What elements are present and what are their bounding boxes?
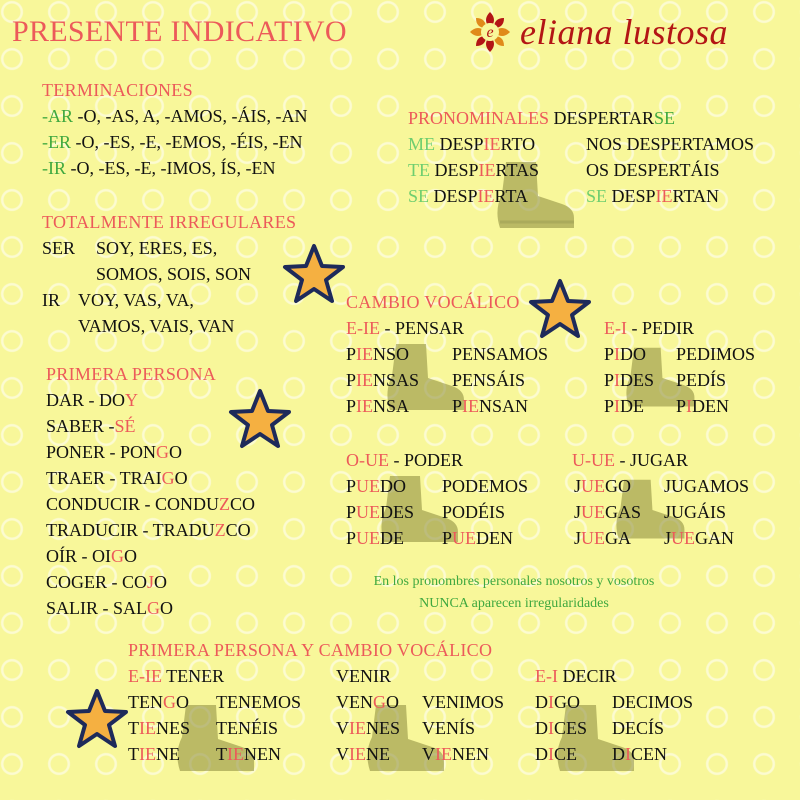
terminacion-row-ir: -IR -O, -ES, -E, -IMOS, ÍS, -EN [42,158,276,178]
ir-label: IR [42,290,60,310]
conjugation-row: PUEDE [346,528,405,548]
conjugation-plural: PENSAMOS [452,344,549,364]
conjugation-row: JUEGAS [574,502,642,522]
primera-persona-row: COGER - COJO [46,572,168,592]
conjugation-plural: DICEN [612,744,667,764]
note-text: En los pronombres personales nosotros y vosotros NUNCA aparecen irregularidades [373,574,655,611]
conjugation-plural: VENIMOS [422,692,505,712]
conjugation-row: TIENE [128,744,180,764]
conjugation-plural: PODEMOS [442,476,529,496]
conjugation-row: VENGO [336,692,399,712]
primera-persona-row: PONER - PONGO [46,442,183,462]
conjugation-row: PIENSO [346,344,410,364]
decir-heading: E-I DECIR [535,666,617,686]
pensar-heading: E-IE - PENSAR [346,318,464,338]
venir-heading: VENIR [336,666,391,686]
conjugation-row: DICE [535,744,578,764]
conjugation-row: PIENSA [346,396,410,416]
conjugation-plural: DECIMOS [612,692,694,712]
ir-line-1: VOY, VAS, VA, [78,290,194,310]
conjugation-plural: PIDEN [676,396,730,416]
brand-name: eliana lustosa [520,12,729,52]
pronominal-row: TE DESPIERTAS [408,160,540,180]
conjugation-plural: PENSÁIS [452,370,526,390]
conjugation-plural: JUEGAN [664,528,735,548]
ser-label: SER [42,238,76,258]
terminacion-row-ar: -AR -O, -AS, A, -AMOS, -ÁIS, -AN [42,106,308,126]
conjugation-row: TIENES [128,718,191,738]
pedir-heading: E-I - PEDIR [604,318,694,338]
conjugation-row: PIDES [604,370,655,390]
conjugation-plural: PODÉIS [442,502,506,522]
conjugation-row: TENGO [128,692,189,712]
pronominal-row: ME DESPIERTO [408,134,536,154]
svg-text:e: e [486,24,494,41]
conjugation-row: VIENES [336,718,401,738]
primera-persona-row: OÍR - OIGO [46,546,137,566]
primera-persona-row: DAR - DOY [46,390,138,410]
primera-persona-row: TRAER - TRAIGO [46,468,188,488]
conjugation-plural: PEDÍS [676,370,727,390]
conjugation-plural: TENÉIS [216,718,278,738]
primera-persona-row: SABER -SÉ [46,416,136,436]
conjugation-row: JUEGA [574,528,632,548]
conjugation-plural: DECÍS [612,718,665,738]
primera-persona-row: SALIR - SALGO [46,598,174,618]
conjugation-plural: TENEMOS [216,692,301,712]
conjugation-row: PUEDO [346,476,407,496]
irregulares-heading: TOTALMENTE IRREGULARES [42,212,297,232]
brand-logo [468,10,728,54]
terminaciones-heading: TERMINACIONES [42,80,193,100]
pronominal-row: SE DESPIERTAN [586,186,720,206]
conjugation-row: PIDE [604,396,645,416]
pronominal-row: SE DESPIERTA [408,186,529,206]
conjugation-row: PUEDES [346,502,415,522]
conjugation-plural: JUGÁIS [664,502,727,522]
conjugation-plural: JUGAMOS [664,476,750,496]
conjugation-row: JUEGO [574,476,632,496]
conjugation-plural: PUEDEN [442,528,514,548]
jugar-heading: U-UE - JUGAR [572,450,689,470]
page-title: PRESENTE INDICATIVO [12,15,347,48]
poder-heading: O-UE - PODER [346,450,464,470]
conjugation-row: PIENSAS [346,370,420,390]
primera-persona-row: TRADUCIR - TRADUZCO [46,520,251,540]
star-icon [65,688,129,750]
primera-persona-heading: PRIMERA PERSONA [46,364,217,384]
ser-line-1: SOY, ERES, ES, [96,238,218,258]
primera-persona-row: CONDUCIR - CONDUZCO [46,494,256,514]
cambio-vocalico-heading: CAMBIO VOCÁLICO [346,292,520,312]
ir-line-2: VAMOS, VAIS, VAN [78,316,235,336]
ser-line-2: SOMOS, SOIS, SON [96,264,252,284]
conjugation-row: DIGO [535,692,580,712]
pronominal-row: NOS DESPERTAMOS [586,134,755,154]
conjugation-plural: TIENEN [216,744,281,764]
star-icon [528,278,592,340]
pronominal-row: OS DESPERTÁIS [586,160,720,180]
conjugation-plural: PIENSAN [452,396,529,416]
conjugation-plural: VENÍS [422,718,475,738]
star-icon [228,388,292,450]
conjugation-plural: VIENEN [422,744,489,764]
terminacion-row-er: -ER -O, -ES, -E, -EMOS, -ÉIS, -EN [42,132,303,152]
tener-heading: E-IE TENER [128,666,225,686]
primera-cambio-heading: PRIMERA PERSONA Y CAMBIO VOCÁLICO [128,640,493,660]
pronominales-heading: PRONOMINALES DESPERTARSE [408,108,676,128]
star-icon [282,243,346,305]
conjugation-row: PIDO [604,344,647,364]
conjugation-row: VIENE [336,744,390,764]
conjugation-row: DICES [535,718,588,738]
conjugation-plural: PEDIMOS [676,344,756,364]
brand-mark-icon [468,10,512,54]
